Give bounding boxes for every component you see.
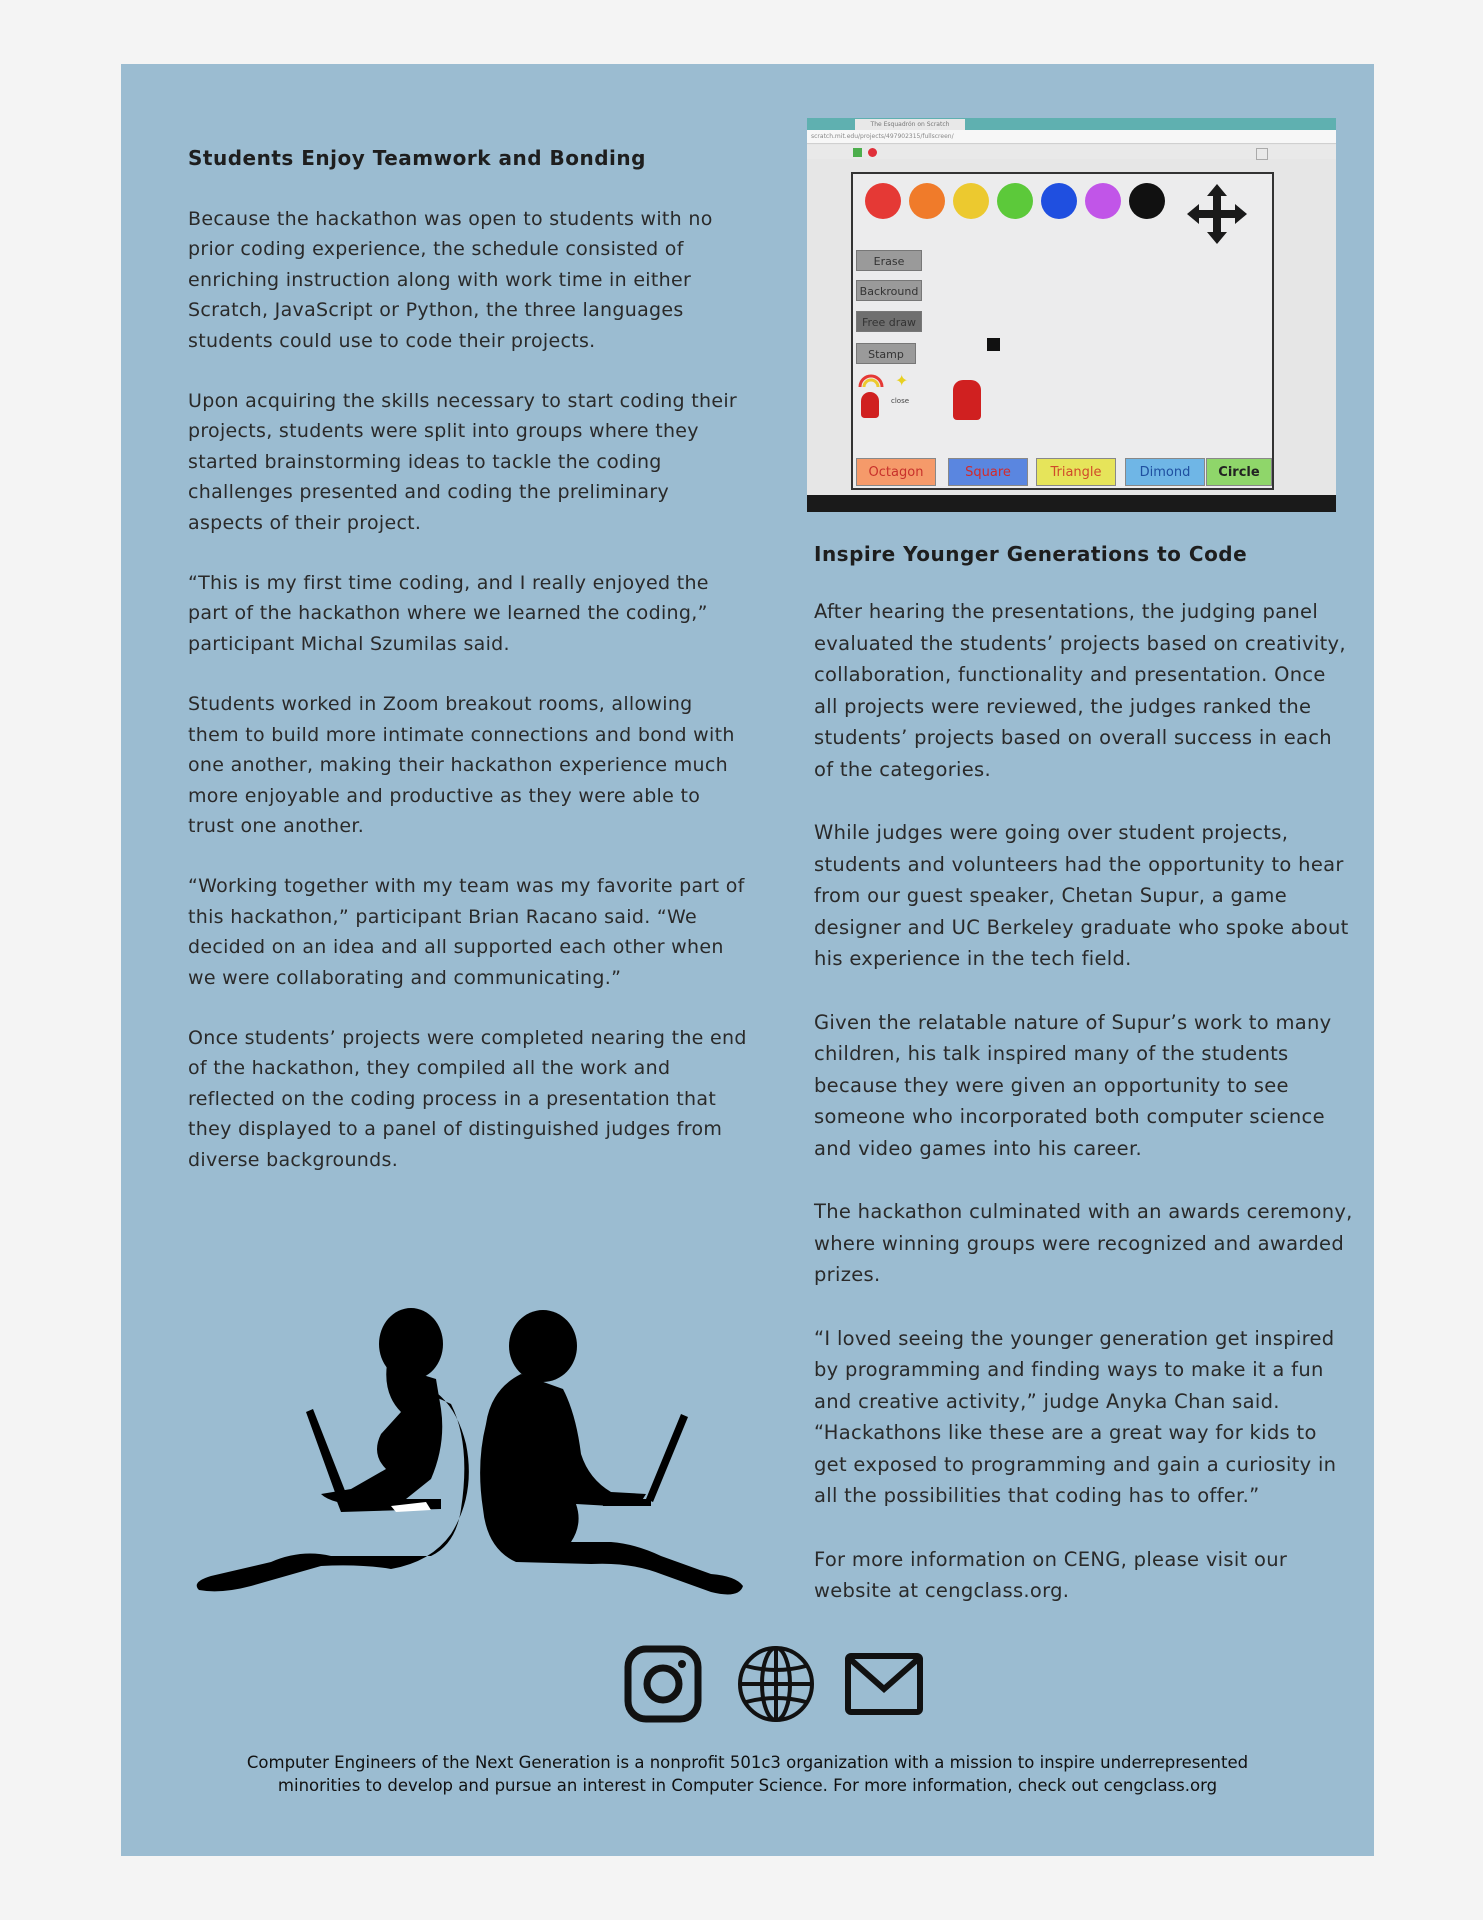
globe-icon[interactable] — [736, 1644, 816, 1724]
shape-button-square: Square — [948, 458, 1028, 486]
browser-tab: The Esquadrón on Scratch — [855, 119, 965, 130]
background-button: Backround — [856, 280, 922, 301]
left-paragraph: Because the hackathon was open to students with no prior coding experience, the schedule consisted of enriching instruction along with work time in either Scratch, JavaScript or Python, the three languages students could use to code their projects. — [188, 208, 713, 352]
color-swatch — [997, 183, 1033, 219]
color-swatch — [909, 183, 945, 219]
scratch-stage — [851, 172, 1274, 490]
left-column — [188, 146, 748, 1205]
shape-button-triangle: Triangle — [1036, 458, 1116, 486]
right-heading: Inspire Younger Generations to Code — [814, 542, 1248, 566]
erase-button: Erase — [856, 250, 922, 271]
color-swatch — [1041, 183, 1077, 219]
scratch-controls — [807, 145, 1336, 159]
sparkle-icon: ✦ — [895, 371, 909, 390]
shape-button-dimond: Dimond — [1125, 458, 1205, 486]
color-swatch — [1085, 183, 1121, 219]
right-paragraph: For more information on CENG, please visit our website at cengclass.org. — [814, 1547, 1288, 1602]
right-paragraph: The hackathon culminated with an awards ceremony, where winning groups were recognized and awarded prizes. — [814, 1200, 1353, 1286]
move-arrows-icon — [1185, 182, 1249, 246]
right-column — [814, 542, 1354, 1639]
browser-url-bar: scratch.mit.edu/projects/497902315/fullscreen/ — [807, 130, 1336, 144]
square-sprite — [987, 338, 1000, 351]
instagram-icon[interactable] — [624, 1644, 702, 1724]
right-paragraph: After hearing the presentations, the judging panel evaluated the students’ projects based on creativity, collaboration, functionality and presentation. Once all projects were reviewed, the judges ranked the students’ projects based on overall success in each of the categories. — [814, 600, 1346, 781]
footer-line: Computer Engineers of the Next Generation is a nonprofit 501c3 organization with a mission to inspire underrepresented — [246, 1753, 1249, 1772]
browser-tab-bar — [807, 118, 1336, 130]
left-paragraph: Upon acquiring the skills necessary to start coding their projects, students were split into groups where they started brainstorming ideas to tackle the coding challenges presented and coding the preliminary aspects of their project. — [188, 390, 738, 534]
color-swatch — [953, 183, 989, 219]
left-paragraph: Students worked in Zoom breakout rooms, allowing them to build more intimate connections and bond with one another, making their hackathon experience much more enjoyable and productive as they were able to trust one another. — [188, 693, 735, 837]
green-flag-icon — [853, 148, 862, 157]
scratch-project-screenshot — [807, 118, 1336, 512]
free-draw-button: Free draw — [856, 311, 922, 332]
footer-line: minorities to develop and pursue an interest in Computer Science. For more information, check out cengclass.org — [277, 1776, 1218, 1795]
stamp-button: Stamp — [856, 343, 916, 364]
color-swatch — [865, 183, 901, 219]
sprite-crewmate — [953, 380, 981, 420]
mail-icon[interactable] — [844, 1644, 924, 1724]
shape-button-octagon: Octagon — [856, 458, 936, 486]
left-paragraph: Once students’ projects were completed nearing the end of the hackathon, they compiled all the work and reflected on the coding process in a presentation that they displayed to a panel of distinguished judges from diverse backgrounds. — [188, 1026, 747, 1171]
left-heading: Students Enjoy Teamwork and Bonding — [188, 146, 646, 170]
footer — [121, 1751, 1374, 1797]
kids-with-laptops-silhouette — [191, 1294, 751, 1614]
right-paragraph: “I loved seeing the younger generation get inspired by programming and finding ways to make it a fun and creative activity,” judge Anyka Chan said. “Hackathons like these are a great way for kids to get exposed to programming and gain a curiosity in all the possibilities that coding has to offer.” — [814, 1326, 1337, 1507]
stop-icon — [868, 148, 877, 157]
close-label: close — [891, 397, 910, 405]
shape-button-circle: Circle — [1206, 458, 1272, 486]
rainbow-icon — [858, 371, 884, 389]
newsletter-page — [121, 64, 1374, 1856]
color-swatch — [1129, 183, 1165, 219]
screenshot-bottom-bar — [807, 495, 1336, 512]
sprite-crewmate-small — [861, 392, 879, 418]
fullscreen-icon — [1256, 148, 1268, 160]
left-paragraph: “Working together with my team was my favorite part of this hackathon,” participant Brian Racano said. “We decided on an idea and all supported each other when we were collaborating and communicating.” — [188, 875, 745, 989]
right-paragraph: While judges were going over student projects, students and volunteers had the opportunity to hear from our guest speaker, Chetan Supur, a game designer and UC Berkeley graduate who spoke about his experience in the tech field. — [814, 821, 1349, 970]
left-paragraph: “This is my first time coding, and I really enjoyed the part of the hackathon where we learned the coding,” participant Michal Szumilas said. — [188, 572, 709, 655]
right-paragraph: Given the relatable nature of Supur’s work to many children, his talk inspired many of the students because they were given an opportunity to see someone who incorporated both computer science and video games into his career. — [814, 1010, 1332, 1160]
